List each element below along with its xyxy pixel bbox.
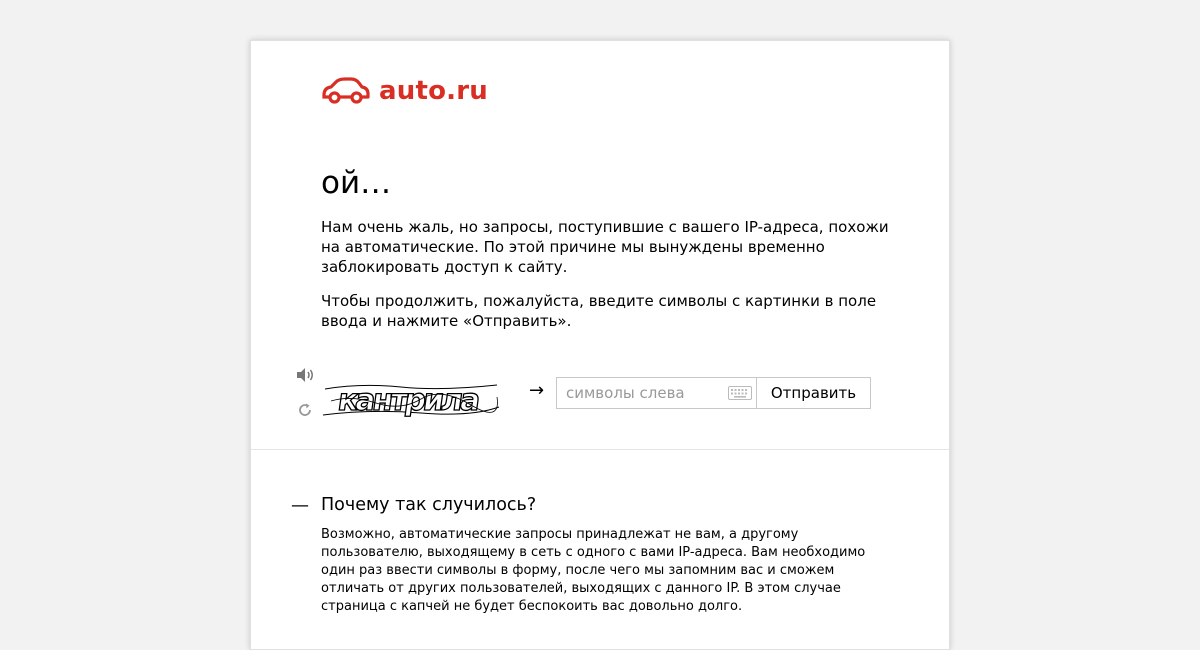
captcha-image [321,377,501,421]
captcha-card [250,40,950,650]
logo[interactable] [321,76,488,106]
faq-question[interactable]: Почему так случилось? [321,495,537,515]
refresh-captcha-button[interactable] [295,401,315,419]
block-message: Нам очень жаль, но запросы, поступившие с вашего IP-адреса, похожи на автоматические. По этой причине мы вынуждены временно заблокировать доступ к сайту. [321,218,889,276]
instruction-message: Чтобы продолжить, пожалуйста, введите символы с картинки в поле ввода и нажмите «Отправить». [321,292,877,330]
logo-text: auto.ru [379,76,488,106]
faq-answer: Возможно, автоматические запросы принадлежат не вам, а другому пользователю, выходящему в сеть с одного с вами IP-адреса. Вам необходимо один раз ввести символы в форму, после чего мы запомним вас и сможем отличать от других пользователей, выходящих с данного IP. В этом случае страница с капчей не будет беспокоить вас довольно долго. [321,527,866,614]
captcha-input-wrapper [556,377,756,409]
speaker-icon [295,367,315,383]
audio-captcha-button[interactable] [295,366,315,384]
divider [251,449,949,450]
faq-toggle[interactable]: — [291,495,309,516]
arrow-icon: → [529,380,545,401]
captcha-text: кантрила [335,383,480,418]
car-icon [321,77,371,105]
keyboard-icon[interactable] [728,386,752,400]
submit-button[interactable]: Отправить [756,377,871,409]
page-title: ой… [321,165,392,201]
captcha-input[interactable] [557,378,735,408]
refresh-icon [297,402,313,418]
